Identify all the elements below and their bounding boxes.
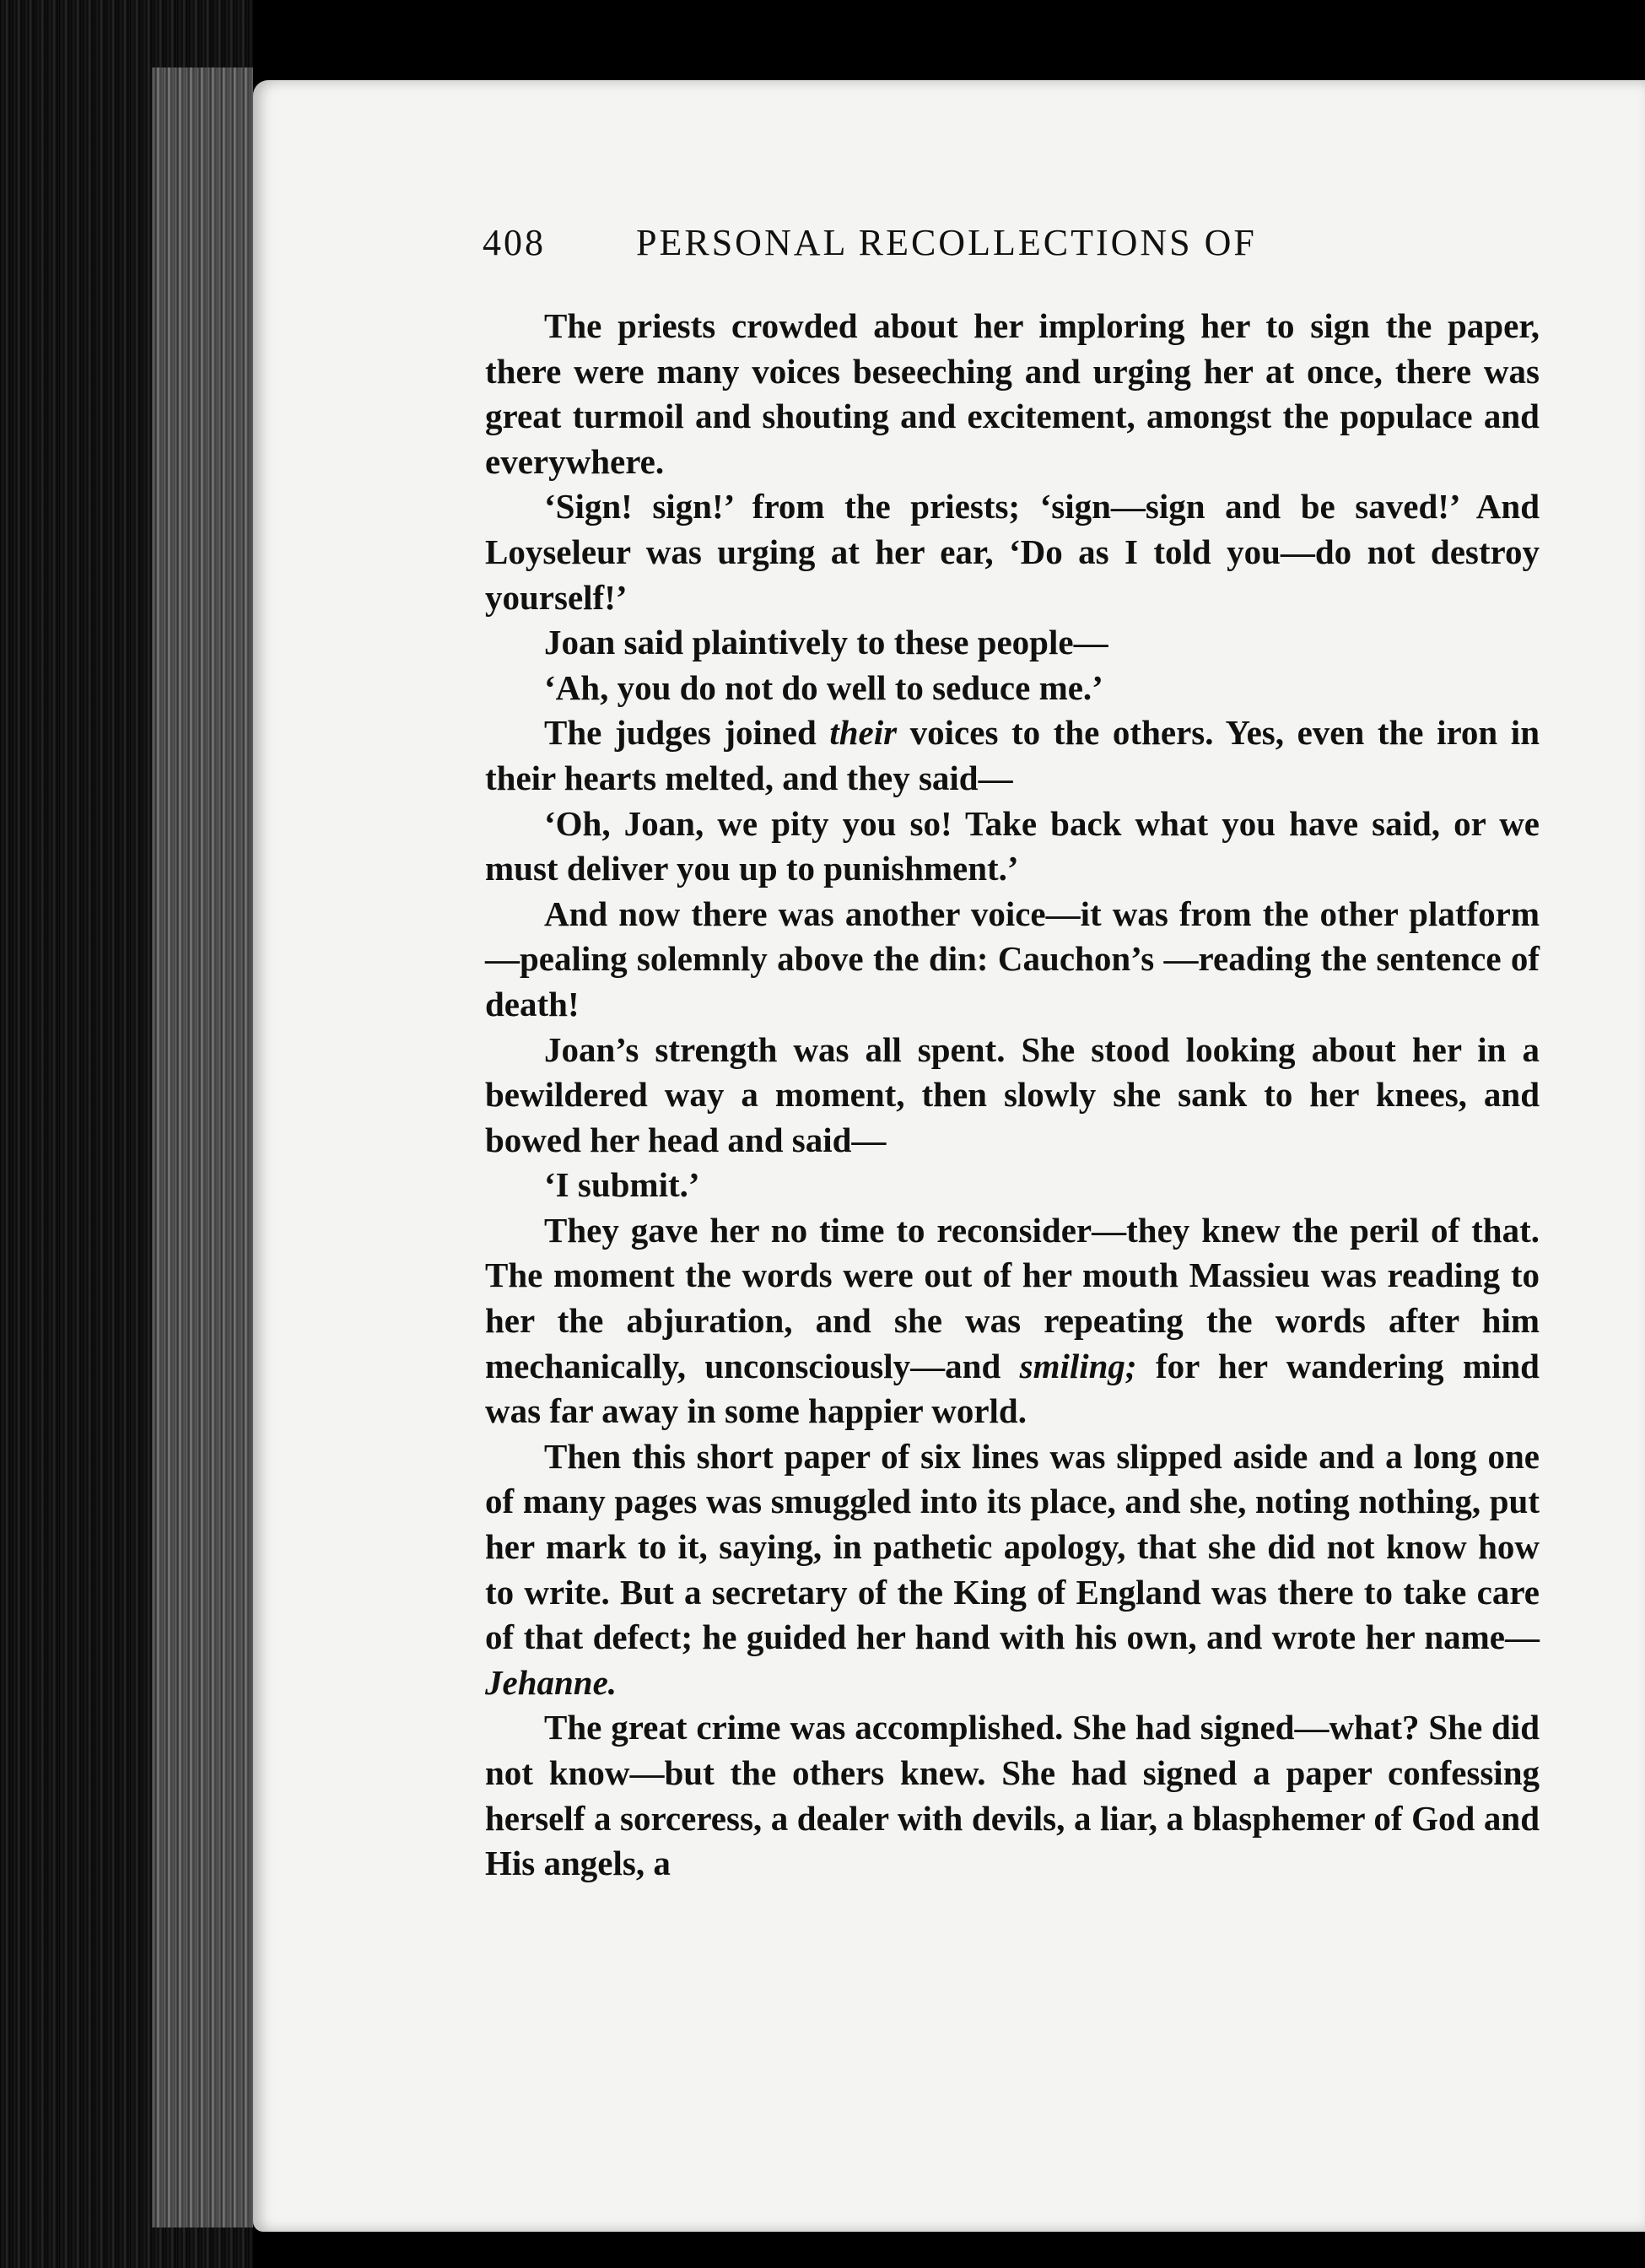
paragraph: Then this short paper of six lines was slipped aside and a long one of many pages was smuggled into its place, and she, noting nothing, put her mark to it, saying, in pathetic apology, that she did not know how to write. But a secretary of the King of England was there to take care of that defect; he guided her hand with his own, and wrote her name—Jehanne. — [485, 1436, 1540, 1702]
paragraph: ‘I submit.’ — [544, 1165, 700, 1205]
paragraph: Joan said plaintively to these people— — [544, 623, 1108, 662]
paragraph: ‘Sign! sign!’ from the priests; ‘sign—sign and be saved!’ And Loyseleur was urging at her ear, ‘Do as I told you—do not destroy yourself!’ — [485, 487, 1540, 617]
book-binding-edge — [0, 0, 253, 2268]
paragraph: The priests crowded about her imploring her to sign the paper, there were many voices beseeching and urging her at once, there was great turmoil and shouting and excitement, amongst the populace and everywhere. — [485, 306, 1540, 481]
paragraph: The judges joined their voices to the others. Yes, even the iron in their hearts melted, and they said— — [485, 713, 1540, 797]
page-number: 408 — [483, 222, 546, 263]
running-head — [483, 221, 1368, 272]
body-text — [485, 304, 1540, 1887]
paragraph: The great crime was accomplished. She had signed—what? She did not know—but the others knew. She had signed a paper confessing herself a sorceress, a dealer with devils, a liar, a blasphemer of God and His angels, a — [485, 1708, 1540, 1883]
paragraph: ‘Oh, Joan, we pity you so! Take back what you have said, or we must deliver you up to punishment.’ — [485, 803, 1540, 888]
italic-word: Jehanne. — [485, 1662, 618, 1702]
paragraph: Joan’s strength was all spent. She stood looking about her in a bewildered way a moment, then slowly she sank to her knees, and bowed her head and said— — [485, 1029, 1540, 1159]
paragraph: ‘Ah, you do not do well to seduce me.’ — [544, 667, 1103, 707]
paragraph: And now there was another voice—it was from the other platform—pealing solemnly above the din: Cauchon’s —reading the sentence of death! — [485, 894, 1540, 1023]
italic-word: their — [829, 713, 898, 753]
running-head-title: PERSONAL RECOLLECTIONS OF — [636, 222, 1257, 263]
italic-word: smiling; — [1019, 1346, 1137, 1385]
paragraph: They gave her no time to reconsider—they knew the peril of that. The moment the words were out of her mouth Massieu was reading to her the abjuration, and she was repeating the words after him mechanically, unconsciously—and smiling; for her wandering mind was far away in some happier world. — [485, 1210, 1540, 1431]
